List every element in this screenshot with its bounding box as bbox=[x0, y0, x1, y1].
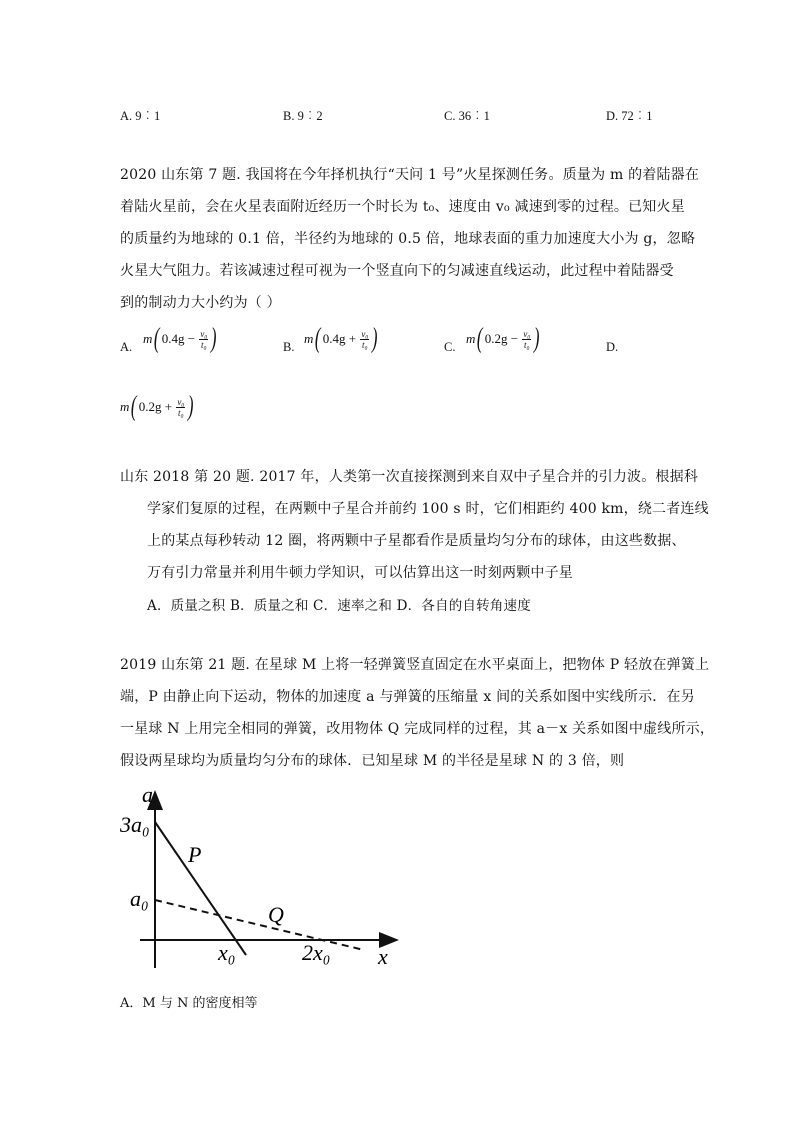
q1-line-1: 2020 山东第 7 题. 我国将在今年择机执行“天问 1 号”火星探测任务。质量为 m 的着陆器在 bbox=[120, 167, 700, 183]
q3-figure bbox=[110, 780, 410, 980]
q1-option-c-formula: m ( 0.2g − $\frac{\text{v₀}}{\text{t₀}}$ ) bbox=[466, 323, 540, 354]
q1-option-c-letter: C. bbox=[444, 340, 456, 354]
formula-m: m bbox=[466, 331, 476, 346]
q3-line-1: 2019 山东第 21 题. 在星球 M 上将一轻弹簧竖直固定在水平桌面上，把物体 P 轻放在弹簧上 bbox=[120, 657, 710, 673]
formula-sign: + bbox=[348, 331, 357, 346]
q1-option-a-letter: A. bbox=[120, 340, 133, 354]
formula-num: v₀ bbox=[361, 328, 369, 339]
q0-option-d: D. 72︰1 bbox=[606, 109, 653, 123]
q2-options: A．质量之积 B．质量之和 C．速率之和 D．各自的自转角速度 bbox=[147, 598, 531, 614]
q3-option-a: A．M 与 N 的密度相等 bbox=[120, 996, 258, 1011]
label-p: P bbox=[188, 842, 202, 867]
q1-option-d-formula: m ( 0.2g + $\frac{\text{v₀}}{\text{t₀}}$ ) bbox=[120, 391, 194, 422]
q0-option-c: C. 36︰1 bbox=[444, 109, 490, 123]
q3-line-4: 假设两星球均为质量均匀分布的球体．已知星球 M 的半径是星球 N 的 3 倍，则 bbox=[120, 753, 625, 769]
label-q: Q bbox=[268, 902, 284, 927]
q1-option-d-letter: D. bbox=[606, 340, 619, 354]
formula-coef: 0.2g bbox=[484, 331, 508, 346]
label-x0: x₀ bbox=[218, 940, 236, 965]
formula-num: v₀ bbox=[177, 396, 185, 407]
formula-coef: 0.4g bbox=[322, 331, 346, 346]
label-y-axis: a bbox=[142, 782, 153, 807]
formula-m: m bbox=[143, 331, 153, 346]
formula-sign: − bbox=[510, 331, 519, 346]
formula-den: t₀ bbox=[201, 339, 207, 350]
q1-line-4: 火星大气阻力。若该减速过程可视为一个竖直向下的匀减速直线运动，此过程中着陆器受 bbox=[120, 263, 674, 279]
formula-sign: + bbox=[164, 399, 173, 414]
label-3a0: 3a₀ bbox=[120, 812, 150, 837]
q1-line-3: 的质量约为地球的 0.1 倍，半径约为地球的 0.5 倍，地球表面的重力加速度大小为 g，忽略 bbox=[120, 231, 696, 247]
q1-option-a-formula: m ( 0.4g − $\frac{\text{v₀}}{\text{t₀}}$ ) bbox=[143, 323, 217, 354]
formula-m: m bbox=[304, 331, 314, 346]
q1-line-2: 着陆火星前，会在火星表面附近经历一个时长为 t₀、速度由 v₀ 减速到零的过程。已知火星 bbox=[120, 199, 685, 215]
formula-coef: 0.4g bbox=[161, 331, 185, 346]
formula-den: t₀ bbox=[362, 339, 368, 350]
q2-line-1: 山东 2018 第 20 题. 2017 年，人类第一次直接探测到来自双中子星合并的引力波。根据科 bbox=[120, 469, 699, 485]
formula-den: t₀ bbox=[524, 339, 530, 350]
q1-line-5: 到的制动力大小约为（ ） bbox=[120, 295, 281, 311]
q2-line-2: 学家们复原的过程，在两颗中子星合并前约 100 s 时，它们相距约 400 km，绕二者连线 bbox=[147, 501, 709, 517]
q2-line-4: 万有引力常量并利用牛顿力学知识，可以估算出这一时刻两颗中子星 bbox=[147, 565, 573, 581]
q0-option-a: A. 9︰1 bbox=[120, 109, 161, 123]
formula-num: v₀ bbox=[200, 328, 208, 339]
line-q bbox=[155, 900, 364, 950]
label-a0: a₀ bbox=[130, 886, 149, 911]
q2-line-3: 上的某点每秒转动 12 圈，将两颗中子星都看作是质量均匀分布的球体，由这些数据、 bbox=[147, 533, 686, 549]
q0-option-b: B. 9︰2 bbox=[283, 109, 323, 123]
label-x-axis: x bbox=[378, 944, 388, 969]
q3-line-3: 一星球 N 上用完全相同的弹簧，改用物体 Q 完成同样的过程，其 a－x 关系如图中虚线所示， bbox=[120, 721, 715, 737]
q3-line-2: 端，P 由静止向下运动，物体的加速度 a 与弹簧的压缩量 x 间的关系如图中实线所示．在另 bbox=[120, 689, 695, 705]
q1-option-b-letter: B. bbox=[283, 340, 295, 354]
label-2x0: 2x₀ bbox=[302, 940, 331, 965]
formula-m: m bbox=[120, 399, 130, 414]
formula-sign: − bbox=[187, 331, 196, 346]
q1-option-b-formula: m ( 0.4g + $\frac{\text{v₀}}{\text{t₀}}$ ) bbox=[304, 323, 378, 354]
formula-num: v₀ bbox=[523, 328, 531, 339]
formula-coef: 0.2g bbox=[138, 399, 162, 414]
formula-den: t₀ bbox=[178, 407, 184, 418]
